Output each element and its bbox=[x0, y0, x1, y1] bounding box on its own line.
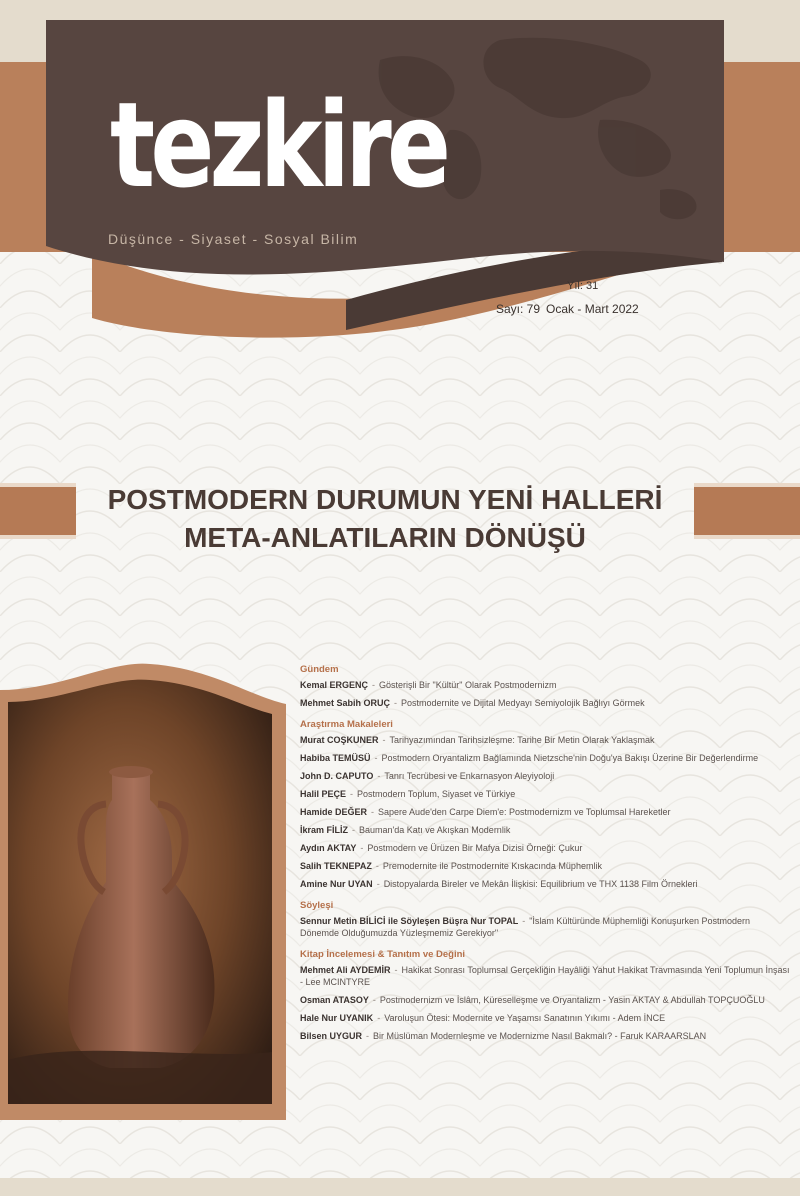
toc-entry-title: Premodernite ile Postmodernite Kıskacında Müphemlik bbox=[382, 861, 602, 871]
table-of-contents bbox=[300, 664, 790, 1048]
toc-entry-author: Halil PEÇE bbox=[300, 789, 347, 799]
toc-entry-separator: - bbox=[360, 843, 364, 853]
magazine-logo: tezkire bbox=[110, 76, 447, 214]
toc-entry-separator: - bbox=[377, 771, 381, 781]
toc-entry-separator: - bbox=[350, 789, 354, 799]
toc-entry bbox=[300, 994, 790, 1006]
toc-entry-separator: - bbox=[371, 807, 375, 817]
toc-entry-title: Postmodernite ve Dijital Medyayı Semiyolojik Bağlıyı Görmek bbox=[401, 698, 645, 708]
toc-section-heading: Söyleşi bbox=[300, 900, 334, 911]
toc-entry-title: Sapere Aude'den Carpe Diem'e: Postmodernizm ve Toplumsal Hareketler bbox=[378, 807, 671, 817]
toc-entry-title: Bauman'da Katı ve Akışkan Modernlik bbox=[359, 825, 511, 835]
toc-entry-author: Bilsen UYGUR bbox=[300, 1031, 363, 1041]
toc-entry-title: Tarihyazımından Tarihsizleşme: Tarihe Bir Metin Olarak Yaklaşmak bbox=[389, 735, 655, 745]
toc-entry-separator: - bbox=[372, 995, 376, 1005]
toc-entry-author: Habiba TEMÜSÜ bbox=[300, 753, 371, 763]
toc-entry-author: John D. CAPUTO bbox=[300, 771, 374, 781]
toc-entry bbox=[300, 1012, 790, 1024]
toc-entry bbox=[300, 788, 790, 800]
toc-entry-title: Distopyalarda Bireler ve Mekân İlişkisi: Equilibrium ve THX 1138 Film Örnekleri bbox=[383, 879, 698, 889]
toc-entry-author: Hale Nur UYANIK bbox=[300, 1013, 374, 1023]
toc-section-heading: Gündem bbox=[300, 664, 339, 675]
toc-entry-separator: - bbox=[374, 753, 378, 763]
toc-entry bbox=[300, 770, 790, 782]
theme-line-1: POSTMODERN DURUMUN YENİ HALLERİ bbox=[107, 484, 663, 515]
toc-entry bbox=[300, 1030, 790, 1042]
toc-entry-author: Osman ATASOY bbox=[300, 995, 369, 1005]
toc-entry bbox=[300, 915, 790, 939]
toc-entry-title: Hakikat Sonrası Toplumsal Gerçekliğin Hayâliği Yahut Hakikat Travmasında Yeni Toplumun İnşası - Lee MCINTYRE bbox=[300, 965, 790, 987]
toc-entry-title: Gösterişli Bir "Kültür" Olarak Postmodernizm bbox=[379, 680, 557, 690]
toc-entry-separator: - bbox=[377, 1013, 381, 1023]
toc-entry-separator: - bbox=[522, 916, 526, 926]
toc-entry-title: Postmodern ve Ürüzen Bir Mafya Dizisi Örneği: Çukur bbox=[367, 843, 583, 853]
issue-year: Yıl: 31 bbox=[567, 280, 599, 292]
toc-entry-title: Tanrı Tecrübesi ve Enkarnasyon Aleyiyoloji bbox=[384, 771, 555, 781]
toc-entry bbox=[300, 679, 790, 691]
toc-section-heading: Araştırma Makaleleri bbox=[300, 719, 393, 730]
toc-entry-separator: - bbox=[376, 879, 380, 889]
toc-entry-title: Postmodern Oryantalizm Bağlamında Nietzsche'nin Doğu'ya Bakışı Üzerine Bir Değerlendirme bbox=[381, 753, 759, 763]
toc-entry-separator: - bbox=[382, 735, 386, 745]
toc-entry-separator: - bbox=[394, 698, 398, 708]
toc-entry-separator: - bbox=[375, 861, 379, 871]
toc-entry-author: Kemal ERGENÇ bbox=[300, 680, 369, 690]
toc-entry bbox=[300, 734, 790, 746]
toc-entry-title: Varoluşun Ötesi: Modernite ve Yaşamsı Sanatının Yıkımı - Adem İNCE bbox=[384, 1013, 666, 1023]
toc-entry-author: Amine Nur UYAN bbox=[300, 879, 373, 889]
toc-entry-title: Postmodernizm ve İslâm, Küreselleşme ve Oryantalizm - Yasin AKTAY & Abdullah TOPÇUOĞLU bbox=[379, 995, 765, 1005]
amphora-photo bbox=[0, 660, 286, 1120]
toc-entry-title: "İslam Kültüründe Müphemliği Konuşurken Postmodern Dönemde Olduğumuzda Yüzleşmemiz Gerekiyor" bbox=[300, 916, 751, 938]
toc-entry bbox=[300, 860, 790, 872]
toc-entry-author: İkram FİLİZ bbox=[300, 825, 349, 835]
toc-entry-separator: - bbox=[366, 1031, 370, 1041]
toc-entry-title: Postmodern Toplum, Siyaset ve Türkiye bbox=[357, 789, 516, 799]
issue-number: Sayı: 79 bbox=[496, 302, 541, 316]
issue-period: Ocak - Mart 2022 bbox=[546, 302, 639, 316]
issue-theme-title bbox=[80, 481, 690, 557]
theme-bar-left bbox=[0, 483, 76, 539]
theme-line-2: META-ANLATILARIN DÖNÜŞÜ bbox=[184, 522, 586, 553]
toc-entry-author: Salih TEKNEPAZ bbox=[300, 861, 372, 871]
toc-entry bbox=[300, 842, 790, 854]
toc-entry-author: Aydın AKTAY bbox=[300, 843, 357, 853]
toc-entry-author: Sennur Metin BİLİCİ ile Söyleşen Büşra Nur TOPAL bbox=[300, 916, 519, 926]
theme-bar-right bbox=[694, 483, 800, 539]
toc-entry bbox=[300, 878, 790, 890]
toc-entry bbox=[300, 964, 790, 988]
toc-entry bbox=[300, 824, 790, 836]
toc-entry-author: Hamide DEĞER bbox=[300, 807, 368, 817]
toc-entry bbox=[300, 752, 790, 764]
toc-entry-separator: - bbox=[394, 965, 398, 975]
issue-info bbox=[496, 302, 645, 316]
toc-entry-separator: - bbox=[352, 825, 356, 835]
toc-entry bbox=[300, 806, 790, 818]
toc-section-heading: Kitap İncelemesi & Tanıtım ve Değini bbox=[300, 949, 466, 960]
toc-entry-author: Murat COŞKUNER bbox=[300, 735, 379, 745]
toc-entry-author: Mehmet Sabih ORUÇ bbox=[300, 698, 391, 708]
bottom-beige-strip bbox=[0, 1178, 800, 1196]
toc-entry-author: Mehmet Ali AYDEMİR bbox=[300, 965, 391, 975]
toc-entry-title: Bir Müslüman Modernleşme ve Modernizme Nasıl Bakmalı? - Faruk KARAARSLAN bbox=[373, 1031, 707, 1041]
toc-entry-separator: - bbox=[372, 680, 376, 690]
magazine-tagline: Düşünce - Siyaset - Sosyal Bilim bbox=[108, 231, 359, 247]
toc-entry bbox=[300, 697, 790, 709]
